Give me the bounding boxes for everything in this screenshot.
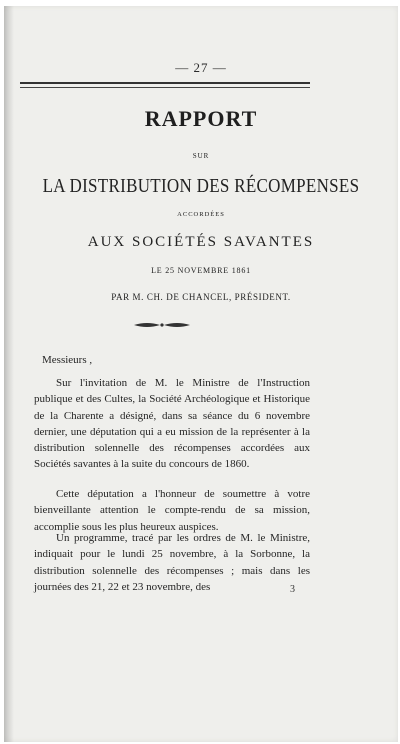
report-title: RAPPORT bbox=[144, 106, 258, 131]
paragraph-1 bbox=[34, 375, 310, 473]
salutation: Messieurs , bbox=[42, 354, 93, 366]
paragraph-3 bbox=[34, 530, 310, 595]
paragraph-2-text: Cette députation a l'honneur de soumettre à votre bienveillante attention le compte-rendu de sa mission, accomplie sous les plus heureux auspices. bbox=[34, 488, 310, 533]
paragraph-1-text: Sur l'invitation de M. le Ministre de l'Instruction publique et des Cultes, la Société Archéologique et Historique de la Charente a désigné, dans sa séance du 6 novembre dernier, une députation qui a eu mission de la représenter à la distribution solennelle des récompenses accordées aux Sociétés savantes à la suite du concours de 1860. bbox=[34, 377, 310, 471]
subtitle-connector: ACCORDÉES bbox=[177, 211, 225, 218]
subtitle-distribution: LA DISTRIBUTION DES RÉCOMPENSES bbox=[42, 174, 360, 197]
ornament-divider-icon bbox=[132, 320, 192, 330]
report-author: PAR M. CH. DE CHANCEL, PRÉSIDENT. bbox=[111, 292, 291, 302]
paragraph-2 bbox=[34, 486, 310, 535]
subtitle-societies: AUX SOCIÉTÉS SAVANTES bbox=[87, 234, 315, 250]
page-number: — 27 — bbox=[175, 60, 227, 75]
title-connector: SUR bbox=[192, 152, 210, 160]
paragraph-3-text: Un programme, tracé par les ordres de M. le Ministre, indiquait pour le lundi 25 novembre, à la Sorbonne, la distribution solennelle des récompenses ; mais dans les journées des 21, 22 et 23 novembre, des bbox=[34, 532, 310, 593]
header-rule-thin bbox=[20, 87, 310, 88]
signature-mark: 3 bbox=[290, 584, 295, 595]
document-page bbox=[4, 6, 398, 742]
header-rule bbox=[20, 82, 310, 84]
report-date: LE 25 NOVEMBRE 1861 bbox=[151, 266, 251, 275]
